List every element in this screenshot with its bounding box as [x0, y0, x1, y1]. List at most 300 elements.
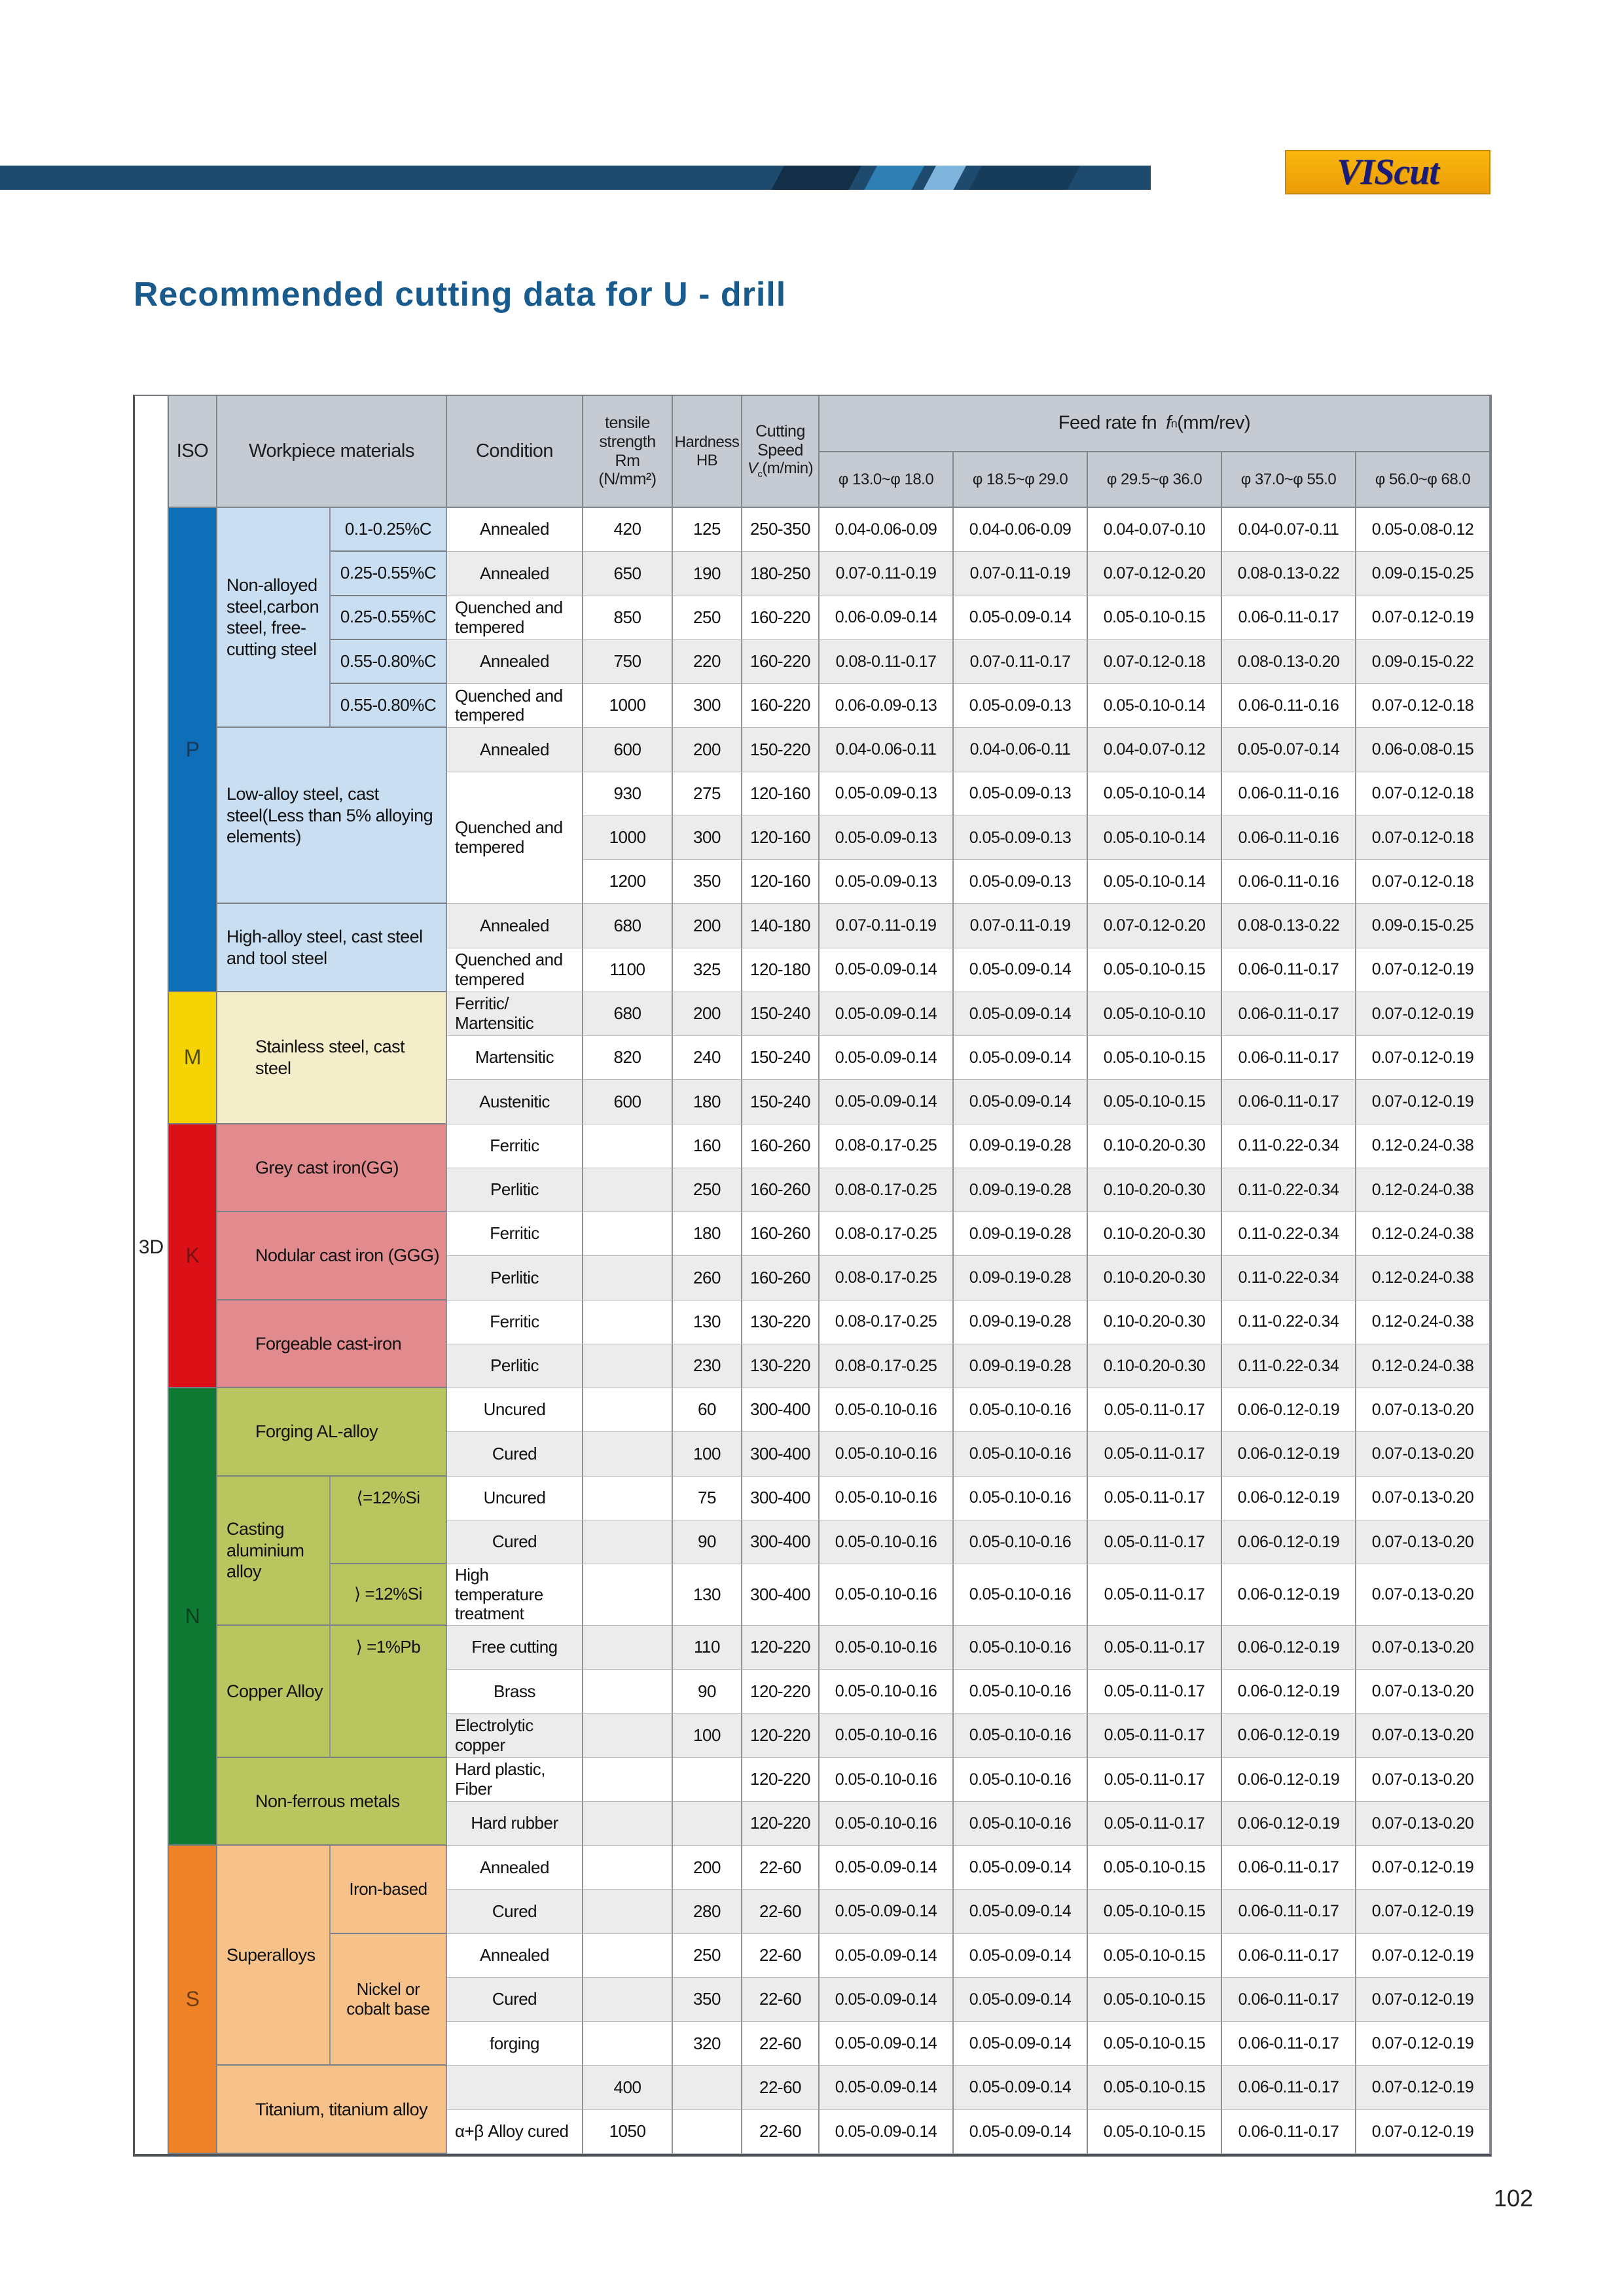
- col-header-tensile: tensile strength Rm (N/mm²): [583, 396, 673, 508]
- table-grid: [168, 396, 1490, 2154]
- tensile-strength-cell: [583, 1564, 673, 1626]
- condition-cell: Brass: [447, 1670, 583, 1713]
- condition-cell: Free cutting: [447, 1626, 583, 1670]
- material-subgroup: ⟩ =12%Si: [331, 1564, 447, 1626]
- cutting-speed-cell: 140-180: [742, 904, 820, 948]
- tensile-strength-cell: [583, 1300, 673, 1344]
- hardness-cell: 240: [673, 1036, 742, 1080]
- feed-rate-cell: 0.05-0.11-0.17: [1088, 1477, 1222, 1520]
- feed-rate-cell: 0.09-0.19-0.28: [954, 1300, 1088, 1344]
- feed-rate-cell: 0.06-0.12-0.19: [1222, 1713, 1356, 1757]
- feed-rate-cell: 0.06-0.08-0.15: [1356, 728, 1490, 772]
- tensile-strength-cell: 680: [583, 992, 673, 1036]
- feed-rate-cell: 0.07-0.11-0.19: [820, 904, 954, 948]
- col-header-dia-4: φ 37.0~φ 55.0: [1222, 452, 1356, 508]
- feed-rate-cell: 0.07-0.12-0.20: [1088, 552, 1222, 596]
- cutting-speed-cell: 300-400: [742, 1520, 820, 1564]
- feed-rate-cell: 0.05-0.09-0.13: [954, 816, 1088, 860]
- hardness-cell: [673, 2110, 742, 2154]
- condition-cell: Uncured: [447, 1477, 583, 1520]
- feed-rate-cell: 0.05-0.10-0.16: [820, 1802, 954, 1846]
- feed-rate-cell: 0.12-0.24-0.38: [1356, 1212, 1490, 1256]
- feed-rate-cell: 0.12-0.24-0.38: [1356, 1124, 1490, 1168]
- feed-rate-cell: 0.09-0.19-0.28: [954, 1212, 1088, 1256]
- feed-rate-cell: 0.05-0.11-0.17: [1088, 1564, 1222, 1626]
- cutting-data-table: [133, 395, 1492, 2157]
- feed-rate-cell: 0.11-0.22-0.34: [1222, 1300, 1356, 1344]
- feed-rate-cell: 0.06-0.11-0.16: [1222, 816, 1356, 860]
- feed-rate-cell: 0.11-0.22-0.34: [1222, 1124, 1356, 1168]
- tensile-strength-cell: 1200: [583, 860, 673, 904]
- feed-rate-cell: 0.08-0.17-0.25: [820, 1124, 954, 1168]
- feed-rate-cell: 0.05-0.10-0.16: [954, 1802, 1088, 1846]
- col-header-hardness: Hardness HB: [673, 396, 742, 508]
- feed-rate-cell: 0.09-0.15-0.22: [1356, 640, 1490, 684]
- feed-rate-cell: 0.07-0.12-0.18: [1356, 816, 1490, 860]
- feed-rate-cell: 0.12-0.24-0.38: [1356, 1300, 1490, 1344]
- material-subgroup: Iron-based: [331, 1846, 447, 1934]
- feed-rate-cell: 0.05-0.11-0.17: [1088, 1802, 1222, 1846]
- feed-rate-cell: 0.05-0.10-0.16: [820, 1432, 954, 1476]
- hardness-cell: [673, 2066, 742, 2109]
- feed-rate-cell: 0.07-0.12-0.19: [1356, 948, 1490, 992]
- feed-rate-cell: 0.06-0.11-0.17: [1222, 596, 1356, 640]
- condition-cell: Perlitic: [447, 1168, 583, 1212]
- feed-rate-cell: 0.07-0.12-0.20: [1088, 904, 1222, 948]
- hardness-cell: 250: [673, 1934, 742, 1978]
- condition-cell: Uncured: [447, 1388, 583, 1432]
- feed-rate-cell: 0.05-0.09-0.14: [954, 948, 1088, 992]
- condition-cell: Hard rubber: [447, 1802, 583, 1846]
- feed-rate-cell: 0.07-0.13-0.20: [1356, 1802, 1490, 1846]
- hardness-cell: 160: [673, 1124, 742, 1168]
- material-group: Non-ferrous metals: [217, 1758, 447, 1846]
- condition-cell: Perlitic: [447, 1256, 583, 1300]
- cutting-speed-cell: 22-60: [742, 2022, 820, 2066]
- condition-cell: Annealed: [447, 1846, 583, 1890]
- iso-band-N: N: [169, 1388, 217, 1846]
- hardness-cell: 90: [673, 1670, 742, 1713]
- feed-rate-cell: 0.05-0.10-0.15: [1088, 596, 1222, 640]
- feed-rate-cell: 0.07-0.12-0.18: [1088, 640, 1222, 684]
- tensile-strength-cell: 1000: [583, 816, 673, 860]
- condition-cell: Cured: [447, 1520, 583, 1564]
- condition-cell: Annealed: [447, 508, 583, 552]
- hardness-cell: 200: [673, 904, 742, 948]
- feed-rate-cell: 0.10-0.20-0.30: [1088, 1300, 1222, 1344]
- cutting-speed-cell: 150-240: [742, 1080, 820, 1124]
- material-subgroup: 0.25-0.55%C: [331, 596, 447, 640]
- feed-rate-cell: 0.05-0.10-0.16: [954, 1388, 1088, 1432]
- feed-rate-cell: 0.05-0.09-0.13: [820, 860, 954, 904]
- hardness-cell: 350: [673, 860, 742, 904]
- condition-cell: Quenched and tempered: [447, 596, 583, 640]
- hardness-cell: 250: [673, 1168, 742, 1212]
- viscut-logo-text: VIScut: [1337, 152, 1439, 192]
- tensile-strength-cell: [583, 1890, 673, 1933]
- condition-cell: Perlitic: [447, 1344, 583, 1388]
- feed-rate-cell: 0.07-0.12-0.18: [1356, 860, 1490, 904]
- condition-cell: Quenched and tempered: [447, 948, 583, 992]
- tensile-strength-cell: [583, 1388, 673, 1432]
- feed-rate-cell: 0.05-0.09-0.14: [954, 1934, 1088, 1978]
- material-group: Forgeable cast-iron: [217, 1300, 447, 1389]
- condition-cell: Martensitic: [447, 1036, 583, 1080]
- cutting-speed-cell: 22-60: [742, 2110, 820, 2154]
- material-subgroup: 0.55-0.80%C: [331, 640, 447, 684]
- feed-rate-cell: 0.05-0.09-0.13: [954, 684, 1088, 728]
- cutting-speed-cell: 22-60: [742, 1890, 820, 1933]
- feed-rate-cell: 0.05-0.11-0.17: [1088, 1520, 1222, 1564]
- feed-rate-cell: 0.05-0.09-0.14: [820, 1934, 954, 1978]
- feed-rate-cell: 0.09-0.19-0.28: [954, 1168, 1088, 1212]
- condition-cell: Electrolytic copper: [447, 1713, 583, 1757]
- feed-rate-cell: 0.06-0.11-0.17: [1222, 948, 1356, 992]
- feed-rate-cell: 0.05-0.10-0.16: [954, 1713, 1088, 1757]
- col-header-iso-label: ISO: [176, 440, 209, 461]
- side-label-3d: 3D: [138, 1236, 164, 1258]
- feed-rate-cell: 0.07-0.13-0.20: [1356, 1520, 1490, 1564]
- condition-cell: Annealed: [447, 728, 583, 772]
- feed-rate-cell: 0.08-0.17-0.25: [820, 1212, 954, 1256]
- hardness-cell: 300: [673, 684, 742, 728]
- cutting-speed-cell: 150-240: [742, 992, 820, 1036]
- feed-rate-cell: 0.06-0.12-0.19: [1222, 1388, 1356, 1432]
- feed-rate-cell: 0.05-0.09-0.14: [820, 1080, 954, 1124]
- col-header-materials: [217, 396, 447, 508]
- condition-cell: Ferritic/ Martensitic: [447, 992, 583, 1036]
- cutting-speed-cell: 180-250: [742, 552, 820, 596]
- feed-rate-cell: 0.08-0.17-0.25: [820, 1168, 954, 1212]
- feed-rate-cell: 0.05-0.10-0.16: [954, 1432, 1088, 1476]
- feed-rate-cell: 0.07-0.13-0.20: [1356, 1477, 1490, 1520]
- feed-rate-cell: 0.06-0.11-0.17: [1222, 2022, 1356, 2066]
- feed-rate-cell: 0.05-0.09-0.14: [954, 1036, 1088, 1080]
- feed-rate-cell: 0.05-0.10-0.15: [1088, 2110, 1222, 2154]
- condition-cell: Cured: [447, 1978, 583, 2022]
- tensile-strength-cell: [583, 1168, 673, 1212]
- feed-rate-cell: 0.05-0.09-0.14: [820, 1890, 954, 1933]
- col-header-speed: Cutting Speed $V_c(m/\min)$: [742, 396, 820, 508]
- feed-rate-cell: 0.05-0.11-0.17: [1088, 1713, 1222, 1757]
- feed-rate-cell: 0.05-0.09-0.14: [820, 992, 954, 1036]
- cutting-speed-cell: 130-220: [742, 1300, 820, 1344]
- material-group: Low-alloy steel, cast steel(Less than 5% alloying elements): [217, 728, 447, 904]
- feed-rate-cell: 0.12-0.24-0.38: [1356, 1168, 1490, 1212]
- feed-rate-cell: 0.10-0.20-0.30: [1088, 1212, 1222, 1256]
- feed-rate-cell: 0.05-0.10-0.16: [820, 1477, 954, 1520]
- feed-rate-cell: 0.04-0.07-0.10: [1088, 508, 1222, 552]
- feed-rate-cell: 0.10-0.20-0.30: [1088, 1168, 1222, 1212]
- feed-rate-cell: 0.05-0.09-0.14: [954, 1890, 1088, 1933]
- condition-cell: α+β Alloy cured: [447, 2110, 583, 2154]
- feed-rate-cell: 0.08-0.17-0.25: [820, 1300, 954, 1344]
- tensile-strength-cell: [583, 1670, 673, 1713]
- feed-rate-cell: 0.05-0.10-0.16: [820, 1713, 954, 1757]
- tensile-strength-cell: [583, 1520, 673, 1564]
- feed-rate-cell: 0.05-0.09-0.14: [954, 2022, 1088, 2066]
- tensile-strength-cell: [583, 1212, 673, 1256]
- hardness-cell: 275: [673, 772, 742, 816]
- condition-cell: Annealed: [447, 640, 583, 684]
- feed-rate-cell: 0.07-0.12-0.19: [1356, 1036, 1490, 1080]
- feed-rate-cell: 0.04-0.07-0.11: [1222, 508, 1356, 552]
- cutting-speed-cell: 160-260: [742, 1212, 820, 1256]
- feed-rate-cell: 0.11-0.22-0.34: [1222, 1212, 1356, 1256]
- feed-rate-cell: 0.05-0.09-0.14: [820, 2066, 954, 2109]
- col-header-dia-5: φ 56.0~φ 68.0: [1356, 452, 1490, 508]
- feed-rate-cell: 0.07-0.13-0.20: [1356, 1758, 1490, 1802]
- feed-rate-cell: 0.07-0.13-0.20: [1356, 1432, 1490, 1476]
- feed-rate-cell: 0.04-0.06-0.09: [820, 508, 954, 552]
- tensile-strength-cell: [583, 1758, 673, 1802]
- feed-rate-cell: 0.05-0.09-0.14: [820, 1978, 954, 2022]
- cutting-speed-cell: 160-260: [742, 1168, 820, 1212]
- feed-rate-cell: 0.05-0.07-0.14: [1222, 728, 1356, 772]
- feed-rate-cell: 0.05-0.09-0.13: [954, 772, 1088, 816]
- condition-cell: Ferritic: [447, 1124, 583, 1168]
- feed-rate-cell: 0.05-0.09-0.13: [954, 860, 1088, 904]
- feed-rate-cell: 0.05-0.10-0.16: [954, 1477, 1088, 1520]
- tensile-strength-cell: [583, 1477, 673, 1520]
- feed-rate-cell: 0.06-0.11-0.17: [1222, 1978, 1356, 2022]
- feed-rate-cell: 0.05-0.09-0.14: [954, 1978, 1088, 2022]
- col-header-feedrate: Feed rate fn f n (mm/rev): [820, 396, 1490, 452]
- hardness-cell: 90: [673, 1520, 742, 1564]
- banner-swoosh-mid: [859, 166, 929, 190]
- hardness-cell: 300: [673, 816, 742, 860]
- feed-rate-cell: 0.06-0.11-0.17: [1222, 1036, 1356, 1080]
- feed-rate-cell: 0.05-0.09-0.14: [820, 948, 954, 992]
- tensile-strength-cell: 850: [583, 596, 673, 640]
- feed-rate-cell: 0.07-0.12-0.19: [1356, 1890, 1490, 1933]
- tensile-strength-cell: [583, 1978, 673, 2022]
- feed-rate-cell: 0.05-0.10-0.14: [1088, 816, 1222, 860]
- feed-rate-cell: 0.07-0.12-0.19: [1356, 1080, 1490, 1124]
- feed-rate-cell: 0.05-0.10-0.16: [954, 1758, 1088, 1802]
- feed-rate-cell: 0.05-0.10-0.15: [1088, 2022, 1222, 2066]
- condition-cell: Hard plastic, Fiber: [447, 1758, 583, 1802]
- page-title: Recommended cutting data for U - drill: [134, 276, 787, 314]
- tensile-strength-cell: 650: [583, 552, 673, 596]
- feed-rate-cell: 0.07-0.12-0.19: [1356, 596, 1490, 640]
- material-group: Casting aluminium alloy: [217, 1477, 331, 1626]
- tensile-strength-cell: [583, 1934, 673, 1978]
- tensile-strength-cell: [583, 2022, 673, 2066]
- material-group: High-alloy steel, cast steel and tool steel: [217, 904, 447, 992]
- condition-cell: Cured: [447, 1432, 583, 1476]
- feed-rate-cell: 0.06-0.11-0.16: [1222, 772, 1356, 816]
- feed-rate-cell: 0.05-0.09-0.14: [820, 2110, 954, 2154]
- header-banner: [0, 166, 1151, 190]
- feed-rate-cell: 0.05-0.11-0.17: [1088, 1758, 1222, 1802]
- cutting-speed-cell: 300-400: [742, 1564, 820, 1626]
- feed-rate-cell: 0.05-0.09-0.14: [820, 2022, 954, 2066]
- feed-rate-cell: 0.05-0.10-0.16: [820, 1388, 954, 1432]
- feed-rate-cell: 0.07-0.11-0.19: [954, 904, 1088, 948]
- feed-rate-cell: 0.07-0.12-0.19: [1356, 1846, 1490, 1890]
- feed-rate-cell: 0.04-0.06-0.09: [954, 508, 1088, 552]
- feed-rate-cell: 0.06-0.11-0.17: [1222, 1080, 1356, 1124]
- feed-rate-cell: 0.07-0.12-0.18: [1356, 772, 1490, 816]
- feed-rate-cell: 0.04-0.06-0.11: [820, 728, 954, 772]
- feed-rate-cell: 0.05-0.10-0.15: [1088, 1890, 1222, 1933]
- feed-rate-cell: 0.07-0.12-0.19: [1356, 2022, 1490, 2066]
- material-subgroup: ⟨=12%Si: [331, 1477, 447, 1565]
- feed-rate-cell: 0.05-0.11-0.17: [1088, 1670, 1222, 1713]
- feed-rate-cell: 0.05-0.10-0.15: [1088, 1978, 1222, 2022]
- feed-rate-cell: 0.05-0.09-0.14: [954, 1846, 1088, 1890]
- feed-rate-cell: 0.09-0.19-0.28: [954, 1256, 1088, 1300]
- cutting-speed-cell: 130-220: [742, 1344, 820, 1388]
- feed-rate-cell: 0.05-0.10-0.16: [954, 1520, 1088, 1564]
- banner-swoosh-end: [964, 166, 1085, 190]
- feed-rate-cell: 0.05-0.10-0.15: [1088, 2066, 1222, 2109]
- feed-rate-cell: 0.05-0.10-0.15: [1088, 1080, 1222, 1124]
- material-group: Stainless steel, cast steel: [217, 992, 447, 1124]
- hardness-cell: 220: [673, 640, 742, 684]
- hardness-cell: 230: [673, 1344, 742, 1388]
- material-group: Superalloys: [217, 1846, 331, 2066]
- feed-rate-cell: 0.05-0.09-0.13: [820, 816, 954, 860]
- feed-rate-cell: 0.05-0.10-0.16: [954, 1626, 1088, 1670]
- feed-rate-cell: 0.06-0.12-0.19: [1222, 1626, 1356, 1670]
- feed-rate-cell: 0.09-0.15-0.25: [1356, 552, 1490, 596]
- col-header-iso: [169, 396, 217, 508]
- col-header-materials-label: Workpiece materials: [249, 440, 414, 461]
- material-group: Forging AL-alloy: [217, 1388, 447, 1477]
- feed-rate-cell: 0.05-0.10-0.16: [820, 1758, 954, 1802]
- feed-rate-cell: 0.07-0.13-0.20: [1356, 1388, 1490, 1432]
- tensile-strength-cell: 600: [583, 728, 673, 772]
- hardness-cell: [673, 1758, 742, 1802]
- feed-rate-cell: 0.05-0.10-0.16: [820, 1564, 954, 1626]
- feed-rate-cell: 0.08-0.17-0.25: [820, 1344, 954, 1388]
- material-subgroup: 0.25-0.55%C: [331, 552, 447, 596]
- cutting-speed-cell: 160-220: [742, 596, 820, 640]
- hardness-cell: [673, 1802, 742, 1846]
- tensile-strength-cell: [583, 1256, 673, 1300]
- feed-rate-cell: 0.05-0.10-0.15: [1088, 1036, 1222, 1080]
- feed-rate-cell: 0.08-0.17-0.25: [820, 1256, 954, 1300]
- tensile-strength-cell: [583, 1124, 673, 1168]
- feed-rate-cell: 0.05-0.09-0.14: [954, 596, 1088, 640]
- condition-cell: Annealed: [447, 1934, 583, 1978]
- feed-rate-cell: 0.06-0.09-0.13: [820, 684, 954, 728]
- tensile-strength-cell: 680: [583, 904, 673, 948]
- feed-rate-cell: 0.05-0.10-0.16: [820, 1626, 954, 1670]
- col-header-dia-1: φ 13.0~φ 18.0: [820, 452, 954, 508]
- feed-rate-cell: 0.06-0.11-0.17: [1222, 992, 1356, 1036]
- tensile-strength-cell: [583, 1626, 673, 1670]
- tensile-strength-cell: [583, 1713, 673, 1757]
- feed-rate-cell: 0.06-0.09-0.14: [820, 596, 954, 640]
- material-subgroup: ⟩ =1%Pb: [331, 1626, 447, 1758]
- col-header-dia-2: φ 18.5~φ 29.0: [954, 452, 1088, 508]
- feed-rate-cell: 0.07-0.13-0.20: [1356, 1670, 1490, 1713]
- feed-rate-cell: 0.06-0.12-0.19: [1222, 1670, 1356, 1713]
- hardness-cell: 200: [673, 728, 742, 772]
- feed-rate-cell: 0.08-0.13-0.22: [1222, 904, 1356, 948]
- feed-rate-cell: 0.05-0.11-0.17: [1088, 1432, 1222, 1476]
- hardness-cell: 130: [673, 1300, 742, 1344]
- cutting-speed-cell: 160-260: [742, 1256, 820, 1300]
- col-header-condition: [447, 396, 583, 508]
- iso-band-K: K: [169, 1124, 217, 1389]
- cutting-speed-cell: 120-220: [742, 1802, 820, 1846]
- tensile-strength-cell: 400: [583, 2066, 673, 2109]
- feed-rate-cell: 0.11-0.22-0.34: [1222, 1256, 1356, 1300]
- feed-rate-cell: 0.06-0.12-0.19: [1222, 1802, 1356, 1846]
- hardness-cell: 350: [673, 1978, 742, 2022]
- feed-rate-cell: 0.11-0.22-0.34: [1222, 1168, 1356, 1212]
- condition-cell: High temperature treatment: [447, 1564, 583, 1626]
- tensile-strength-cell: 1000: [583, 684, 673, 728]
- feed-rate-cell: 0.05-0.10-0.14: [1088, 772, 1222, 816]
- col-header-dia-3: φ 29.5~φ 36.0: [1088, 452, 1222, 508]
- hardness-cell: 180: [673, 1212, 742, 1256]
- material-group: Non-alloyed steel,carbon steel, free-cutting steel: [217, 508, 331, 728]
- hardness-cell: 75: [673, 1477, 742, 1520]
- feed-rate-cell: 0.06-0.12-0.19: [1222, 1432, 1356, 1476]
- feed-rate-cell: 0.07-0.12-0.19: [1356, 1934, 1490, 1978]
- hardness-cell: 100: [673, 1432, 742, 1476]
- feed-rate-cell: 0.07-0.12-0.19: [1356, 2066, 1490, 2109]
- feed-rate-cell: 0.05-0.10-0.16: [954, 1564, 1088, 1626]
- feed-rate-cell: 0.05-0.09-0.14: [954, 992, 1088, 1036]
- feed-rate-cell: 0.05-0.10-0.15: [1088, 1934, 1222, 1978]
- hardness-cell: 200: [673, 1846, 742, 1890]
- col-header-speed-unit: $V_c(m/\min)$: [747, 459, 814, 480]
- condition-cell: Quenched and tempered: [447, 772, 583, 905]
- cutting-speed-cell: 22-60: [742, 2066, 820, 2109]
- feed-rate-cell: 0.06-0.12-0.19: [1222, 1477, 1356, 1520]
- feed-rate-cell: 0.05-0.10-0.14: [1088, 684, 1222, 728]
- cutting-speed-cell: 120-220: [742, 1626, 820, 1670]
- tensile-strength-cell: 820: [583, 1036, 673, 1080]
- feed-rate-cell: 0.07-0.13-0.20: [1356, 1564, 1490, 1626]
- feed-rate-cell: 0.06-0.11-0.17: [1222, 2110, 1356, 2154]
- feed-rate-cell: 0.10-0.20-0.30: [1088, 1124, 1222, 1168]
- feed-rate-cell: 0.07-0.11-0.19: [820, 552, 954, 596]
- feed-rate-cell: 0.05-0.10-0.16: [954, 1670, 1088, 1713]
- tensile-strength-cell: 1100: [583, 948, 673, 992]
- material-subgroup: Nickel or cobalt base: [331, 1934, 447, 2066]
- cutting-speed-cell: 22-60: [742, 1934, 820, 1978]
- feed-rate-cell: 0.05-0.10-0.16: [820, 1670, 954, 1713]
- cutting-speed-cell: 160-220: [742, 640, 820, 684]
- feed-rate-cell: 0.10-0.20-0.30: [1088, 1256, 1222, 1300]
- feed-rate-cell: 0.09-0.19-0.28: [954, 1124, 1088, 1168]
- tensile-strength-cell: 600: [583, 1080, 673, 1124]
- cutting-speed-cell: 120-180: [742, 948, 820, 992]
- tensile-strength-cell: 1050: [583, 2110, 673, 2154]
- tensile-strength-cell: 420: [583, 508, 673, 552]
- feed-rate-cell: 0.07-0.13-0.20: [1356, 1713, 1490, 1757]
- tensile-strength-cell: [583, 1432, 673, 1476]
- condition-cell: Annealed: [447, 552, 583, 596]
- cutting-speed-cell: 120-220: [742, 1713, 820, 1757]
- hardness-cell: 250: [673, 596, 742, 640]
- feed-rate-cell: 0.06-0.11-0.17: [1222, 1890, 1356, 1933]
- feed-rate-cell: 0.05-0.09-0.14: [954, 1080, 1088, 1124]
- feed-rate-cell: 0.07-0.12-0.19: [1356, 992, 1490, 1036]
- cutting-speed-cell: 120-220: [742, 1758, 820, 1802]
- cutting-speed-cell: 120-220: [742, 1670, 820, 1713]
- cutting-speed-cell: 300-400: [742, 1388, 820, 1432]
- feed-rate-cell: 0.11-0.22-0.34: [1222, 1344, 1356, 1388]
- hardness-cell: 110: [673, 1626, 742, 1670]
